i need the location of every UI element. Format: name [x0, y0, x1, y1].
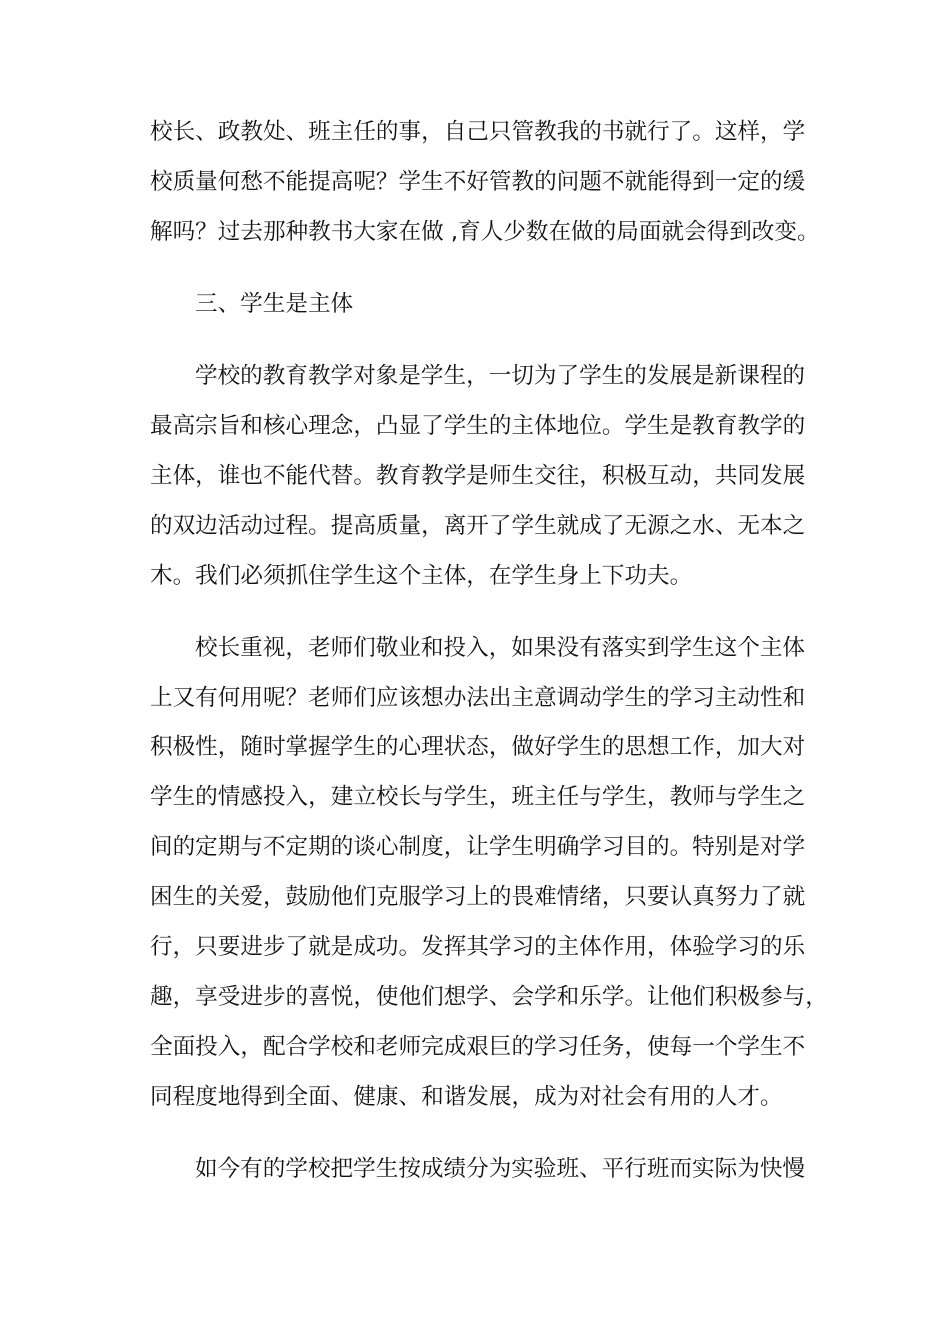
text-line: 趣，享受进步的喜悦，使他们想学、会学和乐学。让他们积极参与， — [150, 984, 828, 1010]
text-line: 行，只要进步了就是成功。发挥其学习的主体作用，体验学习的乐 — [150, 934, 806, 960]
text-line: 积极性，随时掌握学生的心理状态，做好学生的思想工作，加大对 — [150, 734, 806, 760]
text-line: 上又有何用呢？老师们应该想办法出主意调动学生的学习主动性和 — [150, 685, 806, 711]
text-line: 如今有的学校把学生按成绩分为实验班、平行班而实际为快慢 — [195, 1156, 806, 1182]
text-line: 间的定期与不定期的谈心制度，让学生明确学习目的。特别是对学 — [150, 834, 806, 860]
text-line: 学校的教育教学对象是学生，一切为了学生的发展是新课程的 — [195, 363, 806, 389]
text-line: 校长重视，老师们敬业和投入，如果没有落实到学生这个主体 — [195, 635, 806, 661]
text-line: 解吗？过去那种教书大家在做 ,育人少数在做的局面就会得到改变。 — [150, 219, 820, 245]
text-line: 主体，谁也不能代替。教育教学是师生交往，积极互动，共同发展 — [150, 463, 806, 489]
text-line: 最高宗旨和核心理念，凸显了学生的主体地位。学生是教育教学的 — [150, 413, 806, 439]
text-line: 困生的关爱，鼓励他们克服学习上的畏难情绪，只要认真努力了就 — [150, 884, 806, 910]
text-line: 学生的情感投入，建立校长与学生，班主任与学生，教师与学生之 — [150, 784, 806, 810]
text-line: 木。我们必须抓住学生这个主体，在学生身上下功夫。 — [150, 563, 693, 589]
text-line: 校质量何愁不能提高呢？学生不好管教的问题不就能得到一定的缓 — [150, 169, 806, 195]
text-line: 全面投入，配合学校和老师完成艰巨的学习任务，使每一个学生不 — [150, 1034, 806, 1060]
text-line: 同程度地得到全面、健康、和谐发展，成为对社会有用的人才。 — [150, 1084, 783, 1110]
text-line: 校长、政教处、班主任的事，自己只管教我的书就行了。这样，学 — [150, 119, 806, 145]
text-line: 的双边活动过程。提高质量，离开了学生就成了无源之水、无本之 — [150, 513, 806, 539]
section-heading: 三、学生是主体 — [195, 291, 354, 317]
